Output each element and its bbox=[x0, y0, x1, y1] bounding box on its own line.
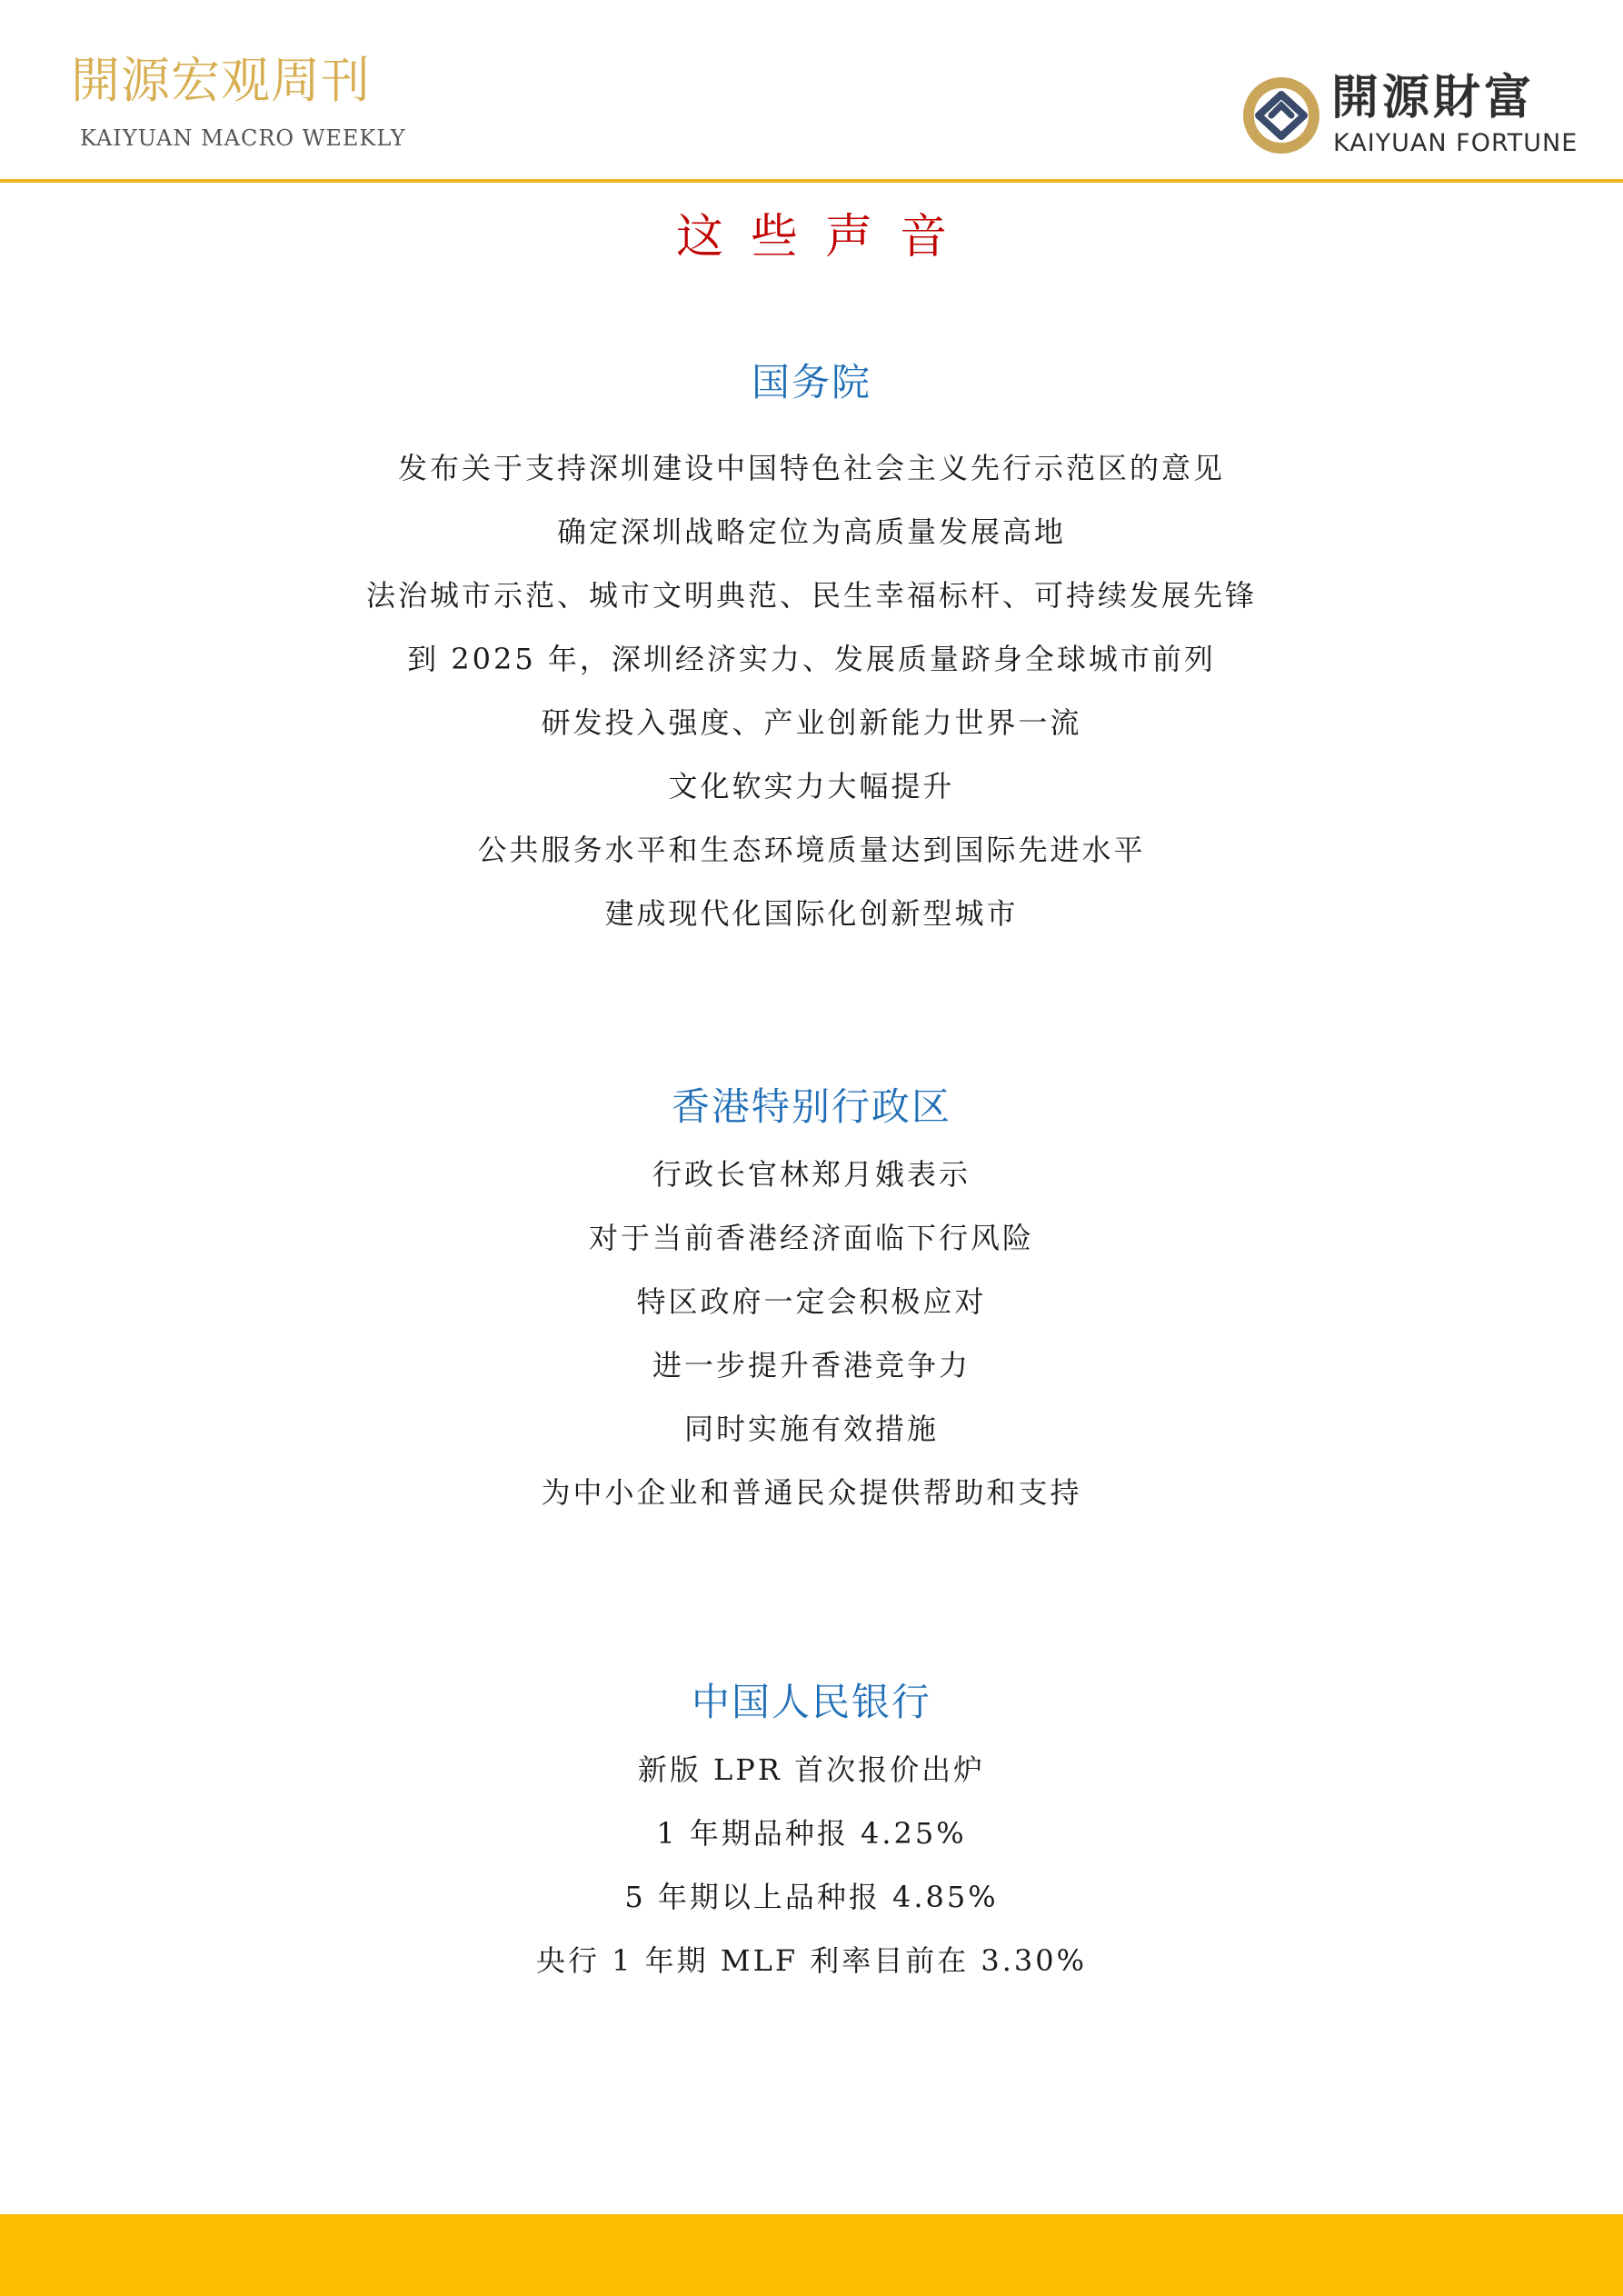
statement-line: 行政长官林郑月娥表示 bbox=[652, 1157, 971, 1192]
statement-line: 特区政府一定会积极应对 bbox=[636, 1284, 987, 1319]
statement-line: 建成现代化国际化创新型城市 bbox=[604, 896, 1019, 931]
statement-line: 5 年期以上品种报 4.85% bbox=[624, 1880, 999, 1914]
statement-line: 到 2025 年，深圳经济实力、发展质量跻身全球城市前列 bbox=[407, 642, 1216, 676]
statement-line: 为中小企业和普通民众提供帮助和支持 bbox=[541, 1475, 1082, 1510]
statement-line: 法治城市示范、城市文明典范、民生幸福标杆、可持续发展先锋 bbox=[365, 578, 1257, 613]
statement-line: 公共服务水平和生态环境质量达到国际先进水平 bbox=[477, 833, 1146, 867]
statement-line: 发布关于支持深圳建设中国特色社会主义先行示范区的意见 bbox=[397, 451, 1225, 485]
section-pboc bbox=[0, 1680, 1623, 1992]
section-state-council bbox=[0, 360, 1623, 945]
statement-line: 新版 LPR 首次报价出炉 bbox=[637, 1752, 986, 1787]
header-divider bbox=[0, 179, 1623, 183]
logo-name-cn: 開源財富 bbox=[1331, 71, 1536, 125]
company-logo bbox=[1240, 64, 1578, 164]
statement-list bbox=[0, 436, 1623, 945]
statement-line: 央行 1 年期 MLF 利率目前在 3.30% bbox=[535, 1943, 1088, 1978]
section-heading: 中国人民银行 bbox=[691, 1680, 931, 1724]
section-heading: 国务院 bbox=[751, 360, 871, 404]
logo-name-en: KAIYUAN FORTUNE bbox=[1333, 129, 1578, 157]
kaiyuan-logo-icon bbox=[1240, 75, 1322, 156]
statement-list bbox=[0, 1143, 1623, 1524]
page-header bbox=[0, 0, 1623, 182]
statement-line: 对于当前香港经济面临下行风险 bbox=[588, 1221, 1034, 1255]
section-heading: 香港特别行政区 bbox=[671, 1084, 951, 1129]
statement-line: 文化软实力大幅提升 bbox=[668, 769, 955, 804]
statement-line: 1 年期品种报 4.25% bbox=[656, 1816, 967, 1851]
page-title: 这些声音 bbox=[675, 210, 974, 265]
statement-line: 进一步提升香港竞争力 bbox=[652, 1348, 971, 1383]
statement-list bbox=[0, 1738, 1623, 1992]
statement-line: 研发投入强度、产业创新能力世界一流 bbox=[541, 705, 1082, 740]
section-hong-kong-sar bbox=[0, 1084, 1623, 1524]
publication-subtitle: KAIYUAN MACRO WEEKLY bbox=[80, 125, 406, 151]
statement-line: 确定深圳战略定位为高质量发展高地 bbox=[556, 514, 1066, 549]
publication-title: 開源宏观周刊 bbox=[71, 52, 371, 109]
footer-band bbox=[0, 2214, 1623, 2296]
statement-line: 同时实施有效措施 bbox=[683, 1412, 939, 1446]
